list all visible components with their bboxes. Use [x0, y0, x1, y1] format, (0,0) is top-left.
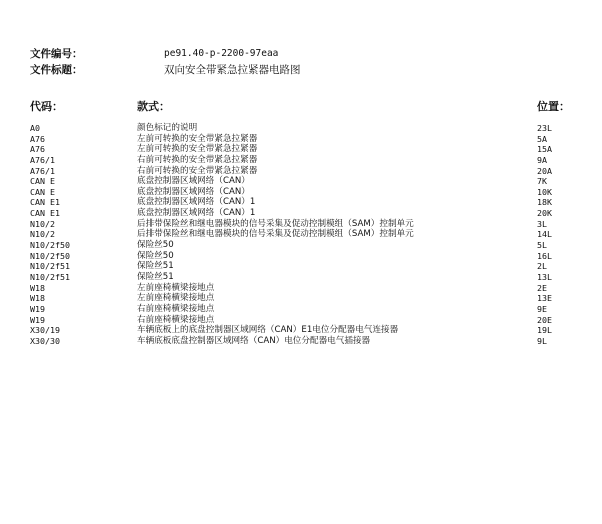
document-title-row: [30, 62, 301, 78]
table-row: [0, 325, 602, 336]
row-position: 9L: [537, 335, 547, 346]
row-description: 右前座椅横梁接地点: [137, 314, 215, 325]
table-row: [0, 197, 602, 208]
row-position: 16L: [537, 250, 552, 261]
row-code: N10/2f51: [30, 261, 70, 272]
row-code: N10/2f51: [30, 271, 70, 282]
row-description: 保险丝51: [137, 271, 174, 282]
row-code: X30/19: [30, 325, 60, 336]
table-body: [0, 123, 602, 346]
header-code: 代码：: [30, 100, 63, 113]
table-row: [0, 187, 602, 198]
row-code: A0: [30, 123, 40, 133]
document-title-label: 文件标题：: [30, 64, 83, 76]
row-position: 2E: [537, 282, 547, 293]
row-position: 14L: [537, 229, 552, 240]
row-code: A76/1: [30, 165, 55, 176]
row-description: 保险丝51: [137, 261, 174, 272]
row-code: N10/2: [30, 218, 55, 229]
table-row: [0, 240, 602, 251]
row-description: 底盘控制器区域网络（CAN）1: [137, 208, 256, 219]
table-row: [0, 123, 602, 134]
row-position: 3L: [537, 218, 547, 229]
row-position: 5L: [537, 240, 547, 251]
row-code: W18: [30, 282, 45, 293]
table-row: [0, 336, 602, 347]
row-code: W19: [30, 314, 45, 325]
row-position: 13E: [537, 293, 552, 304]
table-row: [0, 251, 602, 262]
row-description: 左前可转换的安全带紧急拉紧器: [137, 144, 258, 155]
row-description: 后排带保险丝和继电器模块的信号采集及促动控制模组（SAM）控制单元: [137, 229, 414, 240]
row-code: N10/2f50: [30, 240, 70, 251]
row-position: 20A: [537, 165, 552, 176]
table-row: [0, 208, 602, 219]
row-position: 5A: [537, 133, 547, 144]
document-number-value: pe91.40-p-2200-97eaa: [164, 48, 279, 59]
row-code: N10/2f50: [30, 250, 70, 261]
table-row: [0, 219, 602, 230]
table-row: [0, 229, 602, 240]
row-description: 右前可转换的安全带紧急拉紧器: [137, 154, 258, 165]
row-description: 保险丝50: [137, 250, 174, 261]
row-code: CAN E1: [30, 197, 60, 208]
table-row: [0, 304, 602, 315]
row-description: 底盘控制器区域网络（CAN）: [137, 176, 250, 187]
row-code: A76/1: [30, 154, 55, 165]
row-code: X30/30: [30, 335, 60, 346]
row-description: 车辆底板上的底盘控制器区域网络（CAN）E1电位分配器电气连接器: [137, 325, 399, 336]
row-description: 左前可转换的安全带紧急拉紧器: [137, 133, 258, 144]
row-code: A76: [30, 144, 45, 155]
header-description: 款式：: [137, 100, 170, 113]
row-code: N10/2: [30, 229, 55, 240]
table-row: [0, 166, 602, 177]
table-row: [0, 315, 602, 326]
row-description: 底盘控制器区域网络（CAN）: [137, 186, 250, 197]
row-code: W19: [30, 303, 45, 314]
row-position: 20K: [537, 208, 552, 219]
table-row: [0, 134, 602, 145]
table-row: [0, 283, 602, 294]
row-position: 15A: [537, 144, 552, 155]
row-code: A76: [30, 133, 45, 144]
table-row: [0, 176, 602, 187]
row-description: 保险丝50: [137, 240, 174, 251]
header-position: 位置：: [537, 100, 570, 113]
row-position: 20E: [537, 314, 552, 325]
row-description: 车辆底板底盘控制器区域网络（CAN）电位分配器电气插接器: [137, 335, 371, 346]
row-position: 2L: [537, 261, 547, 272]
row-code: CAN E: [30, 176, 55, 187]
table-row: [0, 272, 602, 283]
row-description: 左前座椅横梁接地点: [137, 293, 215, 304]
row-code: CAN E1: [30, 208, 60, 219]
table-row: [0, 261, 602, 272]
table-row: [0, 144, 602, 155]
document-number-row: [30, 46, 301, 62]
document-number-label: 文件编号：: [30, 48, 83, 60]
row-description: 右前座椅横梁接地点: [137, 303, 215, 314]
row-description: 颜色标记的说明: [137, 123, 198, 133]
row-description: 右前可转换的安全带紧急拉紧器: [137, 165, 258, 176]
row-description: 后排带保险丝和继电器模块的信号采集及促动控制模组（SAM）控制单元: [137, 218, 414, 229]
row-description: 底盘控制器区域网络（CAN）1: [137, 197, 256, 208]
table-row: [0, 155, 602, 166]
table-row: [0, 293, 602, 304]
row-position: 19L: [537, 325, 552, 336]
row-position: 18K: [537, 197, 552, 208]
row-position: 9A: [537, 154, 547, 165]
row-position: 9E: [537, 303, 547, 314]
row-code: CAN E: [30, 186, 55, 197]
row-position: 10K: [537, 186, 552, 197]
row-code: W18: [30, 293, 45, 304]
document-meta: [30, 46, 301, 78]
row-position: 7K: [537, 176, 547, 187]
document-title-value: 双向安全带紧急拉紧器电路图: [164, 64, 301, 76]
row-description: 左前座椅横梁接地点: [137, 282, 215, 293]
row-position: 23L: [537, 123, 552, 133]
row-position: 13L: [537, 271, 552, 282]
table-header: [0, 98, 602, 114]
